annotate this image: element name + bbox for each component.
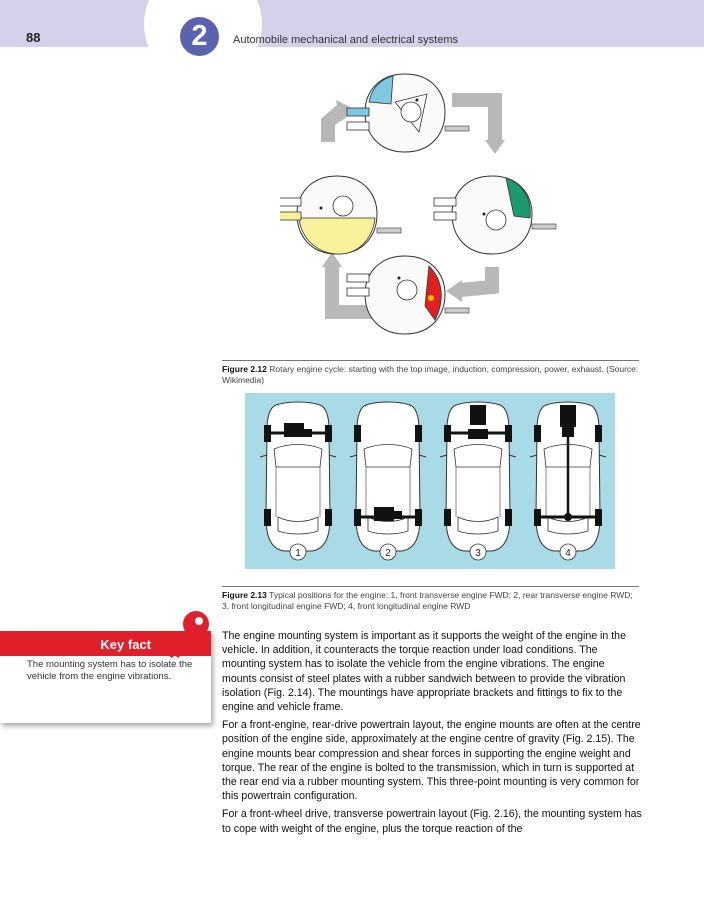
- key-icon: [158, 608, 216, 660]
- panel-number-3: [470, 544, 486, 560]
- panel-number-2: [380, 544, 396, 560]
- svg-text:3: 3: [475, 548, 481, 559]
- body-text: [222, 629, 642, 840]
- body-paragraph: For a front-wheel drive, transverse powertrain layout (Fig. 2.16), the mounting system has to cope with weight of the engine, plus the torque reaction of the: [222, 808, 642, 835]
- running-title: Automobile mechanical and electrical systems: [233, 34, 458, 46]
- car-front-longitudinal-fwd: [440, 402, 516, 551]
- panel-number-4: [560, 544, 576, 560]
- figure-2-13-caption-text: Typical positions for the engine: 1, front transverse engine FWD; 2, rear transverse engine RWD; 3, front longitudinal engine FWD; 4, front longitudinal engine RWD: [222, 590, 633, 611]
- figure-2-12-caption-text: Rotary engine cycle: starting with the top image, induction, compression, power, exhaust. (Source: Wikimedia): [222, 364, 639, 385]
- car-front-longitudinal-rwd: [530, 402, 606, 551]
- page-number: 88: [26, 30, 41, 45]
- key-fact-text: The mounting system has to isolate the vehicle from the engine vibrations.: [27, 659, 193, 682]
- panel-number-1: [290, 544, 306, 560]
- figure-2-13-label: Figure 2.13: [222, 590, 267, 600]
- rotor-compression-stage: [434, 176, 556, 254]
- svg-text:2: 2: [385, 548, 391, 559]
- chapter-number-badge: 2: [180, 17, 219, 56]
- figure-2-12-caption: [222, 360, 639, 386]
- svg-text:4: 4: [565, 548, 571, 559]
- engine-positions-figure: [245, 393, 615, 569]
- car-rear-transverse-rwd: [350, 402, 426, 551]
- figure-2-12-label: Figure 2.12: [222, 364, 267, 374]
- rotor-exhaust-stage: [280, 176, 401, 254]
- key-fact-title: Key fact: [100, 637, 151, 652]
- svg-text:1: 1: [295, 548, 301, 559]
- figure-2-13-caption: [222, 586, 639, 612]
- body-paragraph: For a front-engine, rear-drive powertrain layout, the engine mounts are often at the centre position of the engine side, approximately at the engine centre of gravity (Fig. 2.15). The engine mounts bear compression and shear forces in supporting the engine weight and torque. The rear of the engine is bolted to the transmission, which in turn is supported at the rear end via a rubber mounting system. This three-point mounting is very common for this powertrain configuration.: [222, 719, 641, 803]
- car-front-transverse-fwd: [260, 402, 336, 551]
- rotor-power-stage: [347, 256, 469, 334]
- rotary-engine-cycle-figure: [280, 62, 570, 352]
- rotor-induction-stage: [347, 74, 469, 152]
- body-paragraph: The engine mounting system is important as it supports the weight of the engine in the vehicle. In addition, it counteracts the torque reaction under load conditions. The mounting system has to isolate the vehicle from the engine vibrations. The engine mounts consist of steel plates with a rubber sandwich between to provide the vibration isolation (Fig. 2.14). The mountings have appropriate brackets and fittings to fix to the engine and vehicle frame.: [222, 630, 626, 714]
